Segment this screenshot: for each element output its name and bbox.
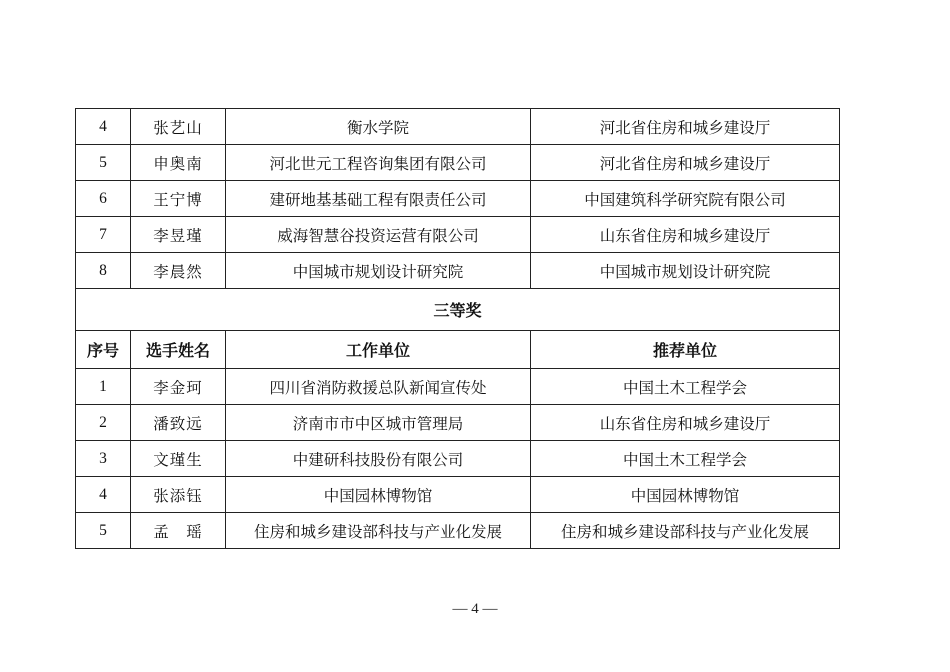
cell-rec: 中国土木工程学会 — [531, 441, 840, 477]
header-work: 工作单位 — [226, 331, 531, 369]
cell-name: 李晨然 — [131, 253, 226, 289]
cell-rec: 山东省住房和城乡建设厅 — [531, 217, 840, 253]
cell-work: 四川省消防救援总队新闻宣传处 — [226, 369, 531, 405]
cell-name: 文瑾生 — [131, 441, 226, 477]
cell-rec: 中国园林博物馆 — [531, 477, 840, 513]
cell-work: 衡水学院 — [226, 109, 531, 145]
cell-work: 威海智慧谷投资运营有限公司 — [226, 217, 531, 253]
table-row — [76, 253, 840, 289]
award-table — [75, 108, 840, 549]
header-no: 序号 — [76, 331, 131, 369]
cell-no: 5 — [76, 145, 131, 181]
cell-rec: 中国土木工程学会 — [531, 369, 840, 405]
cell-no: 5 — [76, 513, 131, 549]
table-row — [76, 145, 840, 181]
cell-name: 张添钰 — [131, 477, 226, 513]
cell-name: 李金珂 — [131, 369, 226, 405]
cell-no: 4 — [76, 109, 131, 145]
section-third-prize — [76, 289, 840, 369]
table-row — [76, 513, 840, 549]
cell-no: 6 — [76, 181, 131, 217]
cell-rec: 中国城市规划设计研究院 — [531, 253, 840, 289]
table-row — [76, 477, 840, 513]
cell-no: 4 — [76, 477, 131, 513]
cell-name: 潘致远 — [131, 405, 226, 441]
table-row — [76, 109, 840, 145]
bottom-rows — [76, 369, 840, 549]
cell-work: 中国城市规划设计研究院 — [226, 253, 531, 289]
table-row — [76, 217, 840, 253]
cell-work: 住房和城乡建设部科技与产业化发展 — [226, 513, 531, 549]
cell-rec: 河北省住房和城乡建设厅 — [531, 109, 840, 145]
section-title: 三等奖 — [76, 289, 840, 331]
cell-no: 7 — [76, 217, 131, 253]
cell-work: 中国园林博物馆 — [226, 477, 531, 513]
cell-rec: 山东省住房和城乡建设厅 — [531, 405, 840, 441]
cell-rec: 住房和城乡建设部科技与产业化发展 — [531, 513, 840, 549]
cell-name: 张艺山 — [131, 109, 226, 145]
cell-no: 3 — [76, 441, 131, 477]
cell-rec: 中国建筑科学研究院有限公司 — [531, 181, 840, 217]
cell-name: 李昱瑾 — [131, 217, 226, 253]
cell-rec: 河北省住房和城乡建设厅 — [531, 145, 840, 181]
cell-work: 济南市市中区城市管理局 — [226, 405, 531, 441]
page-number: — 4 — — [452, 601, 498, 617]
cell-name: 孟 瑶 — [131, 513, 226, 549]
cell-no: 8 — [76, 253, 131, 289]
cell-work: 建研地基基础工程有限责任公司 — [226, 181, 531, 217]
table-row — [76, 441, 840, 477]
cell-no: 2 — [76, 405, 131, 441]
header-name: 选手姓名 — [131, 331, 226, 369]
table-row — [76, 405, 840, 441]
table-row — [76, 369, 840, 405]
cell-name: 申奥南 — [131, 145, 226, 181]
cell-no: 1 — [76, 369, 131, 405]
table-row — [76, 181, 840, 217]
top-rows — [76, 109, 840, 289]
cell-name: 王宁博 — [131, 181, 226, 217]
header-row — [76, 331, 840, 369]
cell-work: 中建研科技股份有限公司 — [226, 441, 531, 477]
header-rec: 推荐单位 — [531, 331, 840, 369]
cell-work: 河北世元工程咨询集团有限公司 — [226, 145, 531, 181]
